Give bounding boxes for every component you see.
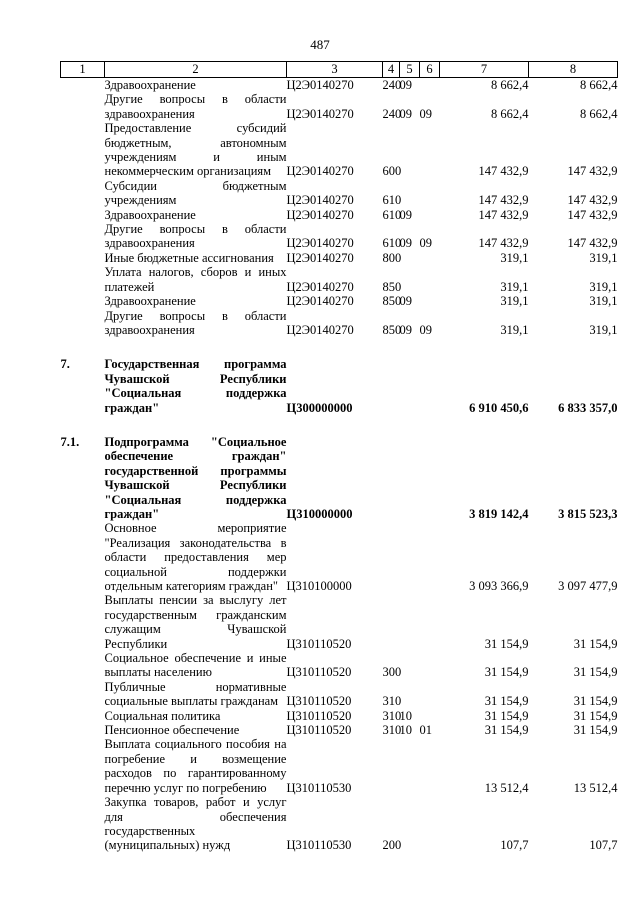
row-code-cell: Ц310110520 <box>286 665 352 680</box>
row-number-cell <box>61 795 105 853</box>
row-amount-col8-cell: 3 815 523,3 <box>558 506 618 521</box>
row-number-cell <box>61 121 105 179</box>
row-expense-type-cell: 800 <box>382 250 402 265</box>
row-amount-col7-cell: 147 432,9 <box>478 193 529 208</box>
row-subsection-cell <box>420 265 440 294</box>
header-col-3: 3 <box>287 62 383 78</box>
row-amount-col8-cell: 6 833 357,0 <box>558 400 618 415</box>
header-col-7: 7 <box>440 62 529 78</box>
row-section-cell <box>400 357 420 415</box>
row-amount-col7-cell: 3 819 142,4 <box>469 506 529 521</box>
row-subsection-cell <box>420 521 440 593</box>
row-name-cell: Публичные нормативные социальные выплаты гражданам <box>104 679 287 709</box>
row-number-cell <box>61 208 105 222</box>
row-amount-col8-cell: 31 154,9 <box>573 636 618 651</box>
row-subsection-cell: 09 <box>419 106 432 121</box>
row-number-cell <box>61 521 105 593</box>
row-number-cell <box>61 680 105 709</box>
row-name-cell: Другие вопросы в области здравоохранения <box>104 92 287 121</box>
row-expense-type-cell: 300 <box>382 665 402 680</box>
row-amount-col8-cell: 319,1 <box>589 322 618 337</box>
row-expense-type-cell: 310 <box>382 723 402 738</box>
row-subsection-cell <box>420 709 440 723</box>
row-section-cell: 10 <box>399 723 412 738</box>
row-code-cell: Ц310100000 <box>286 579 352 593</box>
row-name-cell: Выплаты пенсии за выслугу лет государственным гражданским служащим Чувашской Республики <box>104 593 287 651</box>
row-section-cell <box>400 121 420 179</box>
row-amount-col8-cell: 3 097 477,9 <box>558 579 618 593</box>
row-amount-col8-cell: 31 154,9 <box>573 694 618 709</box>
table-row <box>61 179 618 208</box>
header-col-1: 1 <box>61 62 105 78</box>
row-subsection-cell: 09 <box>419 236 432 251</box>
row-expense-type-cell: 850 <box>382 279 402 294</box>
table-row <box>61 521 618 593</box>
row-section-cell <box>400 593 420 651</box>
row-expense-type-cell <box>383 435 400 521</box>
row-code-cell: Ц310000000 <box>286 506 353 521</box>
row-code-cell: Ц2Э0140270 <box>286 279 354 294</box>
spacer-row <box>61 415 618 435</box>
row-subsection-cell <box>420 179 440 208</box>
row-subsection-cell <box>420 208 440 222</box>
row-name-cell: Уплата налогов, сборов и иных платежей <box>104 265 287 294</box>
row-amount-col7-cell: 31 154,9 <box>484 723 529 738</box>
row-expense-type-cell: 240 <box>382 106 402 121</box>
row-amount-col7-cell: 319,1 <box>500 322 529 337</box>
row-amount-col7-cell: 319,1 <box>500 250 529 265</box>
row-name-cell: Предоставление субсидий бюджетным, автономным учреждениям и иным некоммерческим организациям <box>104 121 287 179</box>
row-code-cell: Ц310110530 <box>286 780 352 795</box>
table-row <box>61 222 618 251</box>
row-name-cell: Иные бюджетные ассигнования <box>104 250 274 265</box>
table-row <box>61 92 618 121</box>
row-number-cell <box>61 309 105 338</box>
row-section-cell: 09 <box>399 322 412 337</box>
row-name-cell: Другие вопросы в области здравоохранения <box>104 308 287 337</box>
row-expense-type-cell: 600 <box>382 164 402 179</box>
table-row <box>61 737 618 795</box>
row-amount-col7-cell: 8 662,4 <box>491 106 529 121</box>
row-amount-col8-cell: 147 432,9 <box>567 164 618 179</box>
table-row <box>61 357 618 415</box>
row-subsection-cell <box>420 435 440 521</box>
row-expense-type-cell: 610 <box>382 236 402 251</box>
row-amount-col7-cell: 6 910 450,6 <box>469 400 529 415</box>
table-row <box>61 435 618 521</box>
row-code-cell: Ц2Э0140270 <box>286 294 354 309</box>
row-section-cell: 09 <box>399 207 412 222</box>
row-expense-type-cell <box>383 737 400 795</box>
row-name-cell: Здравоохранение <box>104 78 196 92</box>
row-amount-col7-cell: 8 662,4 <box>491 78 529 92</box>
row-amount-col7-cell: 13 512,4 <box>484 780 529 795</box>
row-amount-col7-cell: 31 154,9 <box>484 708 529 723</box>
row-code-cell: Ц2Э0140270 <box>286 207 354 222</box>
row-section-cell <box>400 265 420 294</box>
row-amount-col8-cell: 31 154,9 <box>573 665 618 680</box>
row-subsection-cell: 01 <box>419 723 432 738</box>
row-name-cell: Выплата социального пособия на погребение и возмещение расходов по гарантированному перечню услуг по погребению <box>104 737 287 795</box>
row-name-cell: Государственная программа Чувашской Республики "Социальная поддержка граждан" <box>104 357 287 415</box>
table-row <box>61 723 618 737</box>
row-subsection-cell <box>420 78 440 93</box>
table-row <box>61 265 618 294</box>
row-subsection-cell <box>420 121 440 179</box>
row-number-cell <box>61 723 105 737</box>
row-subsection-cell <box>420 593 440 651</box>
row-amount-col7-cell: 31 154,9 <box>484 636 529 651</box>
row-section-cell: 09 <box>399 78 412 92</box>
row-name-cell: Здравоохранение <box>104 294 196 309</box>
row-expense-type-cell: 310 <box>382 694 402 709</box>
row-amount-col7-cell: 31 154,9 <box>484 694 529 709</box>
row-number-cell <box>61 709 105 723</box>
row-amount-col8-cell: 319,1 <box>589 294 618 309</box>
row-amount-col7-cell: 319,1 <box>500 279 529 294</box>
row-code-cell: Ц310110520 <box>286 694 352 709</box>
row-code-cell: Ц2Э0140270 <box>286 236 354 251</box>
header-col-5: 5 <box>400 62 420 78</box>
row-expense-type-cell: 200 <box>382 838 402 853</box>
row-name-cell: Социальная политика <box>104 708 221 723</box>
header-col-6: 6 <box>420 62 440 78</box>
row-expense-type-cell <box>383 357 400 415</box>
row-code-cell: Ц310110530 <box>286 838 352 853</box>
row-number-cell <box>61 265 105 294</box>
row-number-cell <box>61 651 105 680</box>
row-name-cell: Другие вопросы в области здравоохранения <box>104 222 287 251</box>
row-amount-col8-cell: 319,1 <box>589 279 618 294</box>
row-code-cell: Ц2Э0140270 <box>286 250 354 265</box>
row-name-cell: Основное мероприятие "Реализация законодательства в области предоставления мер социальной поддержки отдельным категориям граждан" <box>104 521 287 593</box>
row-code-cell: Ц2Э0140270 <box>286 78 354 92</box>
spacer-row <box>61 337 618 357</box>
row-code-cell: Ц310110520 <box>286 636 352 651</box>
row-number-cell: 7.1. <box>60 434 80 449</box>
row-subsection-cell: 09 <box>419 322 432 337</box>
row-name-cell: Закупка товаров, работ и услуг для обеспечения государственных (муниципальных) нужд <box>104 795 287 853</box>
row-expense-type-cell: 610 <box>382 207 402 222</box>
row-subsection-cell <box>420 651 440 680</box>
row-amount-col8-cell: 31 154,9 <box>573 708 618 723</box>
spacer-cell <box>61 415 618 435</box>
row-name-cell: Здравоохранение <box>104 207 196 222</box>
table-row <box>61 593 618 651</box>
row-amount-col7-cell: 31 154,9 <box>484 665 529 680</box>
table-row <box>61 208 618 222</box>
row-code-cell: Ц2Э0140270 <box>286 164 354 179</box>
row-number-cell <box>61 251 105 265</box>
row-expense-type-cell <box>383 593 400 651</box>
row-subsection-cell <box>420 680 440 709</box>
table-row <box>61 294 618 308</box>
row-expense-type-cell <box>383 521 400 593</box>
row-amount-col7-cell: 147 432,9 <box>478 207 529 222</box>
table-row <box>61 651 618 680</box>
header-col-8: 8 <box>529 62 618 78</box>
page-number: 487 <box>310 37 330 52</box>
row-section-cell <box>400 251 420 265</box>
row-subsection-cell <box>420 737 440 795</box>
row-number-cell <box>61 593 105 651</box>
row-section-cell: 09 <box>399 294 412 309</box>
spacer-cell <box>61 337 618 357</box>
row-amount-col7-cell: 319,1 <box>500 294 529 309</box>
table-row <box>61 795 618 853</box>
row-number-cell <box>61 294 105 308</box>
row-amount-col7-cell: 3 093 366,9 <box>469 579 529 593</box>
row-number-cell <box>61 222 105 251</box>
row-amount-col8-cell: 31 154,9 <box>573 723 618 738</box>
row-amount-col8-cell: 319,1 <box>589 250 618 265</box>
row-code-cell: Ц2Э0140270 <box>286 106 354 121</box>
row-section-cell: 10 <box>399 708 412 723</box>
row-section-cell: 09 <box>399 106 412 121</box>
row-code-cell: Ц2Э0140270 <box>286 322 354 337</box>
table-row <box>61 309 618 338</box>
row-section-cell <box>400 795 420 853</box>
budget-table <box>60 61 618 853</box>
row-expense-type-cell: 310 <box>382 708 402 723</box>
row-amount-col8-cell: 147 432,9 <box>567 193 618 208</box>
row-code-cell: Ц310110520 <box>286 723 352 738</box>
row-code-cell: Ц300000000 <box>286 400 353 415</box>
row-subsection-cell <box>420 795 440 853</box>
row-amount-col8-cell: 8 662,4 <box>580 78 618 92</box>
row-expense-type-cell: 240 <box>382 78 402 92</box>
row-amount-col8-cell: 107,7 <box>589 838 618 853</box>
row-section-cell <box>400 521 420 593</box>
header-col-2: 2 <box>105 62 287 78</box>
row-amount-col8-cell: 147 432,9 <box>567 236 618 251</box>
table-row <box>61 709 618 723</box>
row-section-cell <box>400 651 420 680</box>
row-expense-type-cell: 610 <box>382 193 402 208</box>
row-number-cell <box>61 78 105 93</box>
row-expense-type-cell: 850 <box>382 322 402 337</box>
row-section-cell <box>400 179 420 208</box>
row-number-cell <box>61 92 105 121</box>
row-number-cell <box>61 737 105 795</box>
row-amount-col7-cell: 147 432,9 <box>478 236 529 251</box>
row-amount-col7-cell: 107,7 <box>500 838 529 853</box>
row-name-cell: Пенсионное обеспечение <box>104 723 240 738</box>
table-row <box>61 680 618 709</box>
header-col-4: 4 <box>383 62 400 78</box>
row-name-cell: Субсидии бюджетным учреждениям <box>104 178 287 208</box>
row-subsection-cell <box>420 357 440 415</box>
row-amount-col8-cell: 13 512,4 <box>573 780 618 795</box>
table-row <box>61 121 618 179</box>
row-expense-type-cell: 850 <box>382 294 402 309</box>
table-row <box>61 251 618 265</box>
row-section-cell <box>400 435 420 521</box>
row-subsection-cell <box>420 294 440 308</box>
row-amount-col7-cell: 147 432,9 <box>478 164 529 179</box>
row-code-cell: Ц2Э0140270 <box>286 193 354 208</box>
row-amount-col8-cell: 147 432,9 <box>567 207 618 222</box>
row-number-cell: 7. <box>60 357 70 372</box>
row-name-cell: Подпрограмма "Социальное обеспечение граждан" государственной программы Чувашской Республики "Социальная поддержка граждан" <box>104 434 287 521</box>
row-section-cell: 09 <box>399 236 412 251</box>
row-amount-col8-cell: 8 662,4 <box>580 106 618 121</box>
row-subsection-cell <box>420 251 440 265</box>
row-section-cell <box>400 737 420 795</box>
row-name-cell: Социальное обеспечение и иные выплаты населению <box>104 651 287 680</box>
row-section-cell <box>400 680 420 709</box>
row-number-cell <box>61 179 105 208</box>
table-header-row <box>61 62 618 78</box>
table-row <box>61 78 618 93</box>
row-code-cell: Ц310110520 <box>286 708 352 723</box>
